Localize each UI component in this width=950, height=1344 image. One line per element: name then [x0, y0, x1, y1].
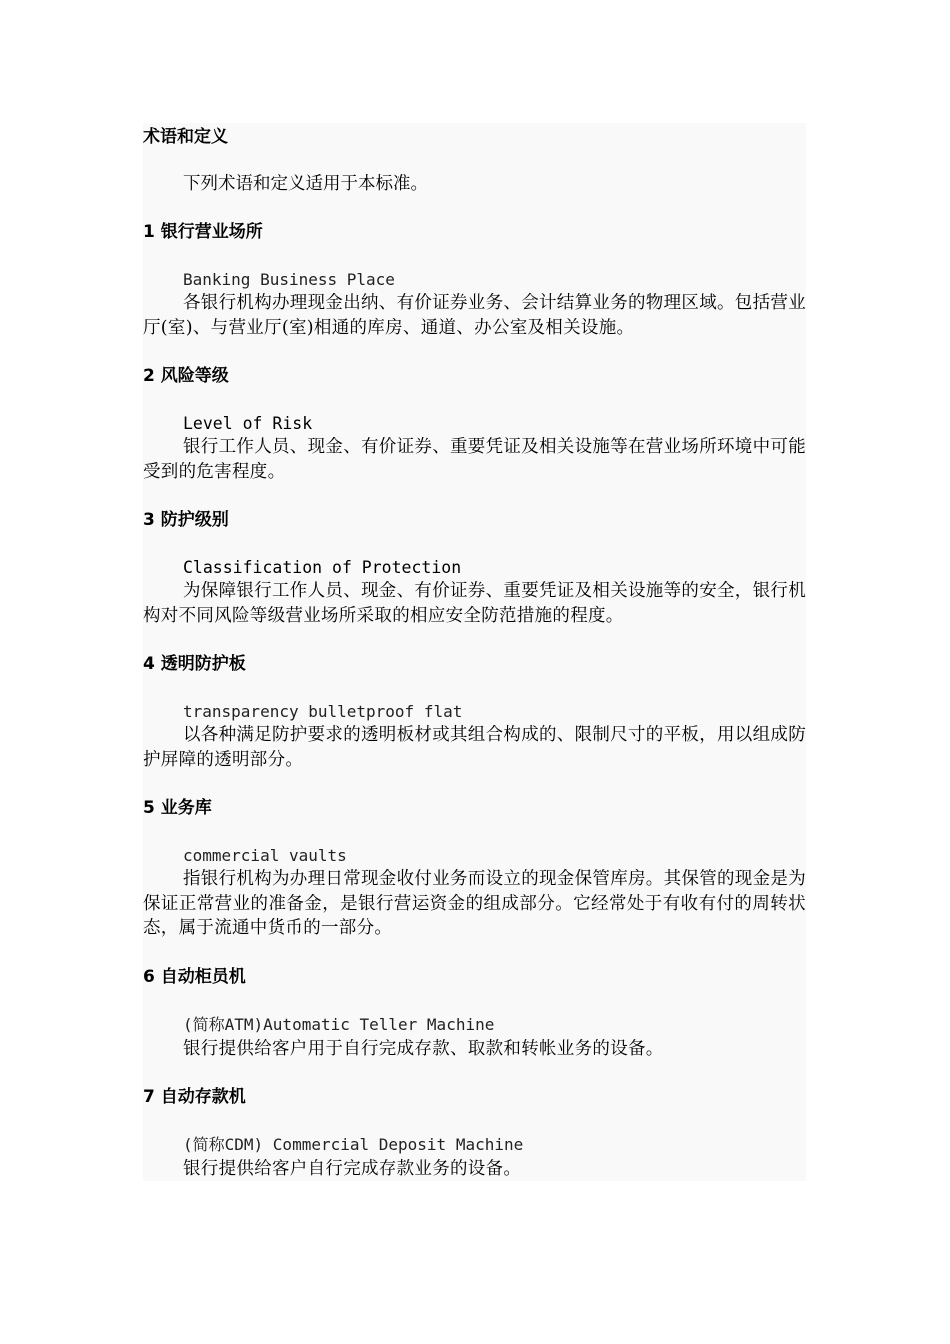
term-title: 7 自动存款机: [143, 1087, 246, 1107]
term-title: 6 自动柜员机: [143, 967, 246, 987]
term-english: (简称ATM)Automatic Teller Machine: [183, 1015, 495, 1034]
document-panel: [143, 123, 806, 1181]
term-title: 4 透明防护板: [143, 654, 246, 674]
term-title: 2 风险等级: [143, 366, 229, 386]
intro-text: 下列术语和定义适用于本标准。: [183, 174, 428, 194]
term-definition: 银行工作人员、现金、有价证券、重要凭证及相关设施等在营业场所环境中可能受到的危害程度。: [143, 437, 806, 482]
term-english: commercial vaults: [183, 846, 347, 865]
term-title: 3 防护级别: [143, 510, 229, 530]
term-definition: 银行提供给客户自行完成存款业务的设备。: [183, 1159, 522, 1179]
term-english: Classification of Protection: [183, 558, 462, 577]
term-title: 5 业务库: [143, 798, 212, 818]
term-definition: 以各种满足防护要求的透明板材或其组合构成的、限制尺寸的平板，用以组成防护屏障的透明部分。: [143, 725, 806, 770]
term-definition: 指银行机构为办理日常现金收付业务而设立的现金保管库房。其保管的现金是为保证正常营业的准备金，是银行营运资金的组成部分。它经常处于有收有付的周转状态，属于流通中货币的一部分。: [143, 869, 806, 938]
section-heading: 术语和定义: [143, 127, 228, 147]
term-english: transparency bulletproof flat: [183, 702, 463, 721]
term-definition: 为保障银行工作人员、现金、有价证券、重要凭证及相关设施等的安全，银行机构对不同风险等级营业场所采取的相应安全防范措施的程度。: [143, 581, 806, 626]
term-title: 1 银行营业场所: [143, 222, 263, 242]
term-english: Level of Risk: [183, 414, 313, 433]
term-english: Banking Business Place: [183, 270, 395, 289]
term-definition: 各银行机构办理现金出纳、有价证券业务、会计结算业务的物理区域。包括营业厅(室)、与营业厅(室)相通的库房、通道、办公室及相关设施。: [143, 293, 806, 338]
term-definition: 银行提供给客户用于自行完成存款、取款和转帐业务的设备。: [183, 1039, 664, 1059]
term-english: (简称CDM) Commercial Deposit Machine: [183, 1135, 524, 1154]
